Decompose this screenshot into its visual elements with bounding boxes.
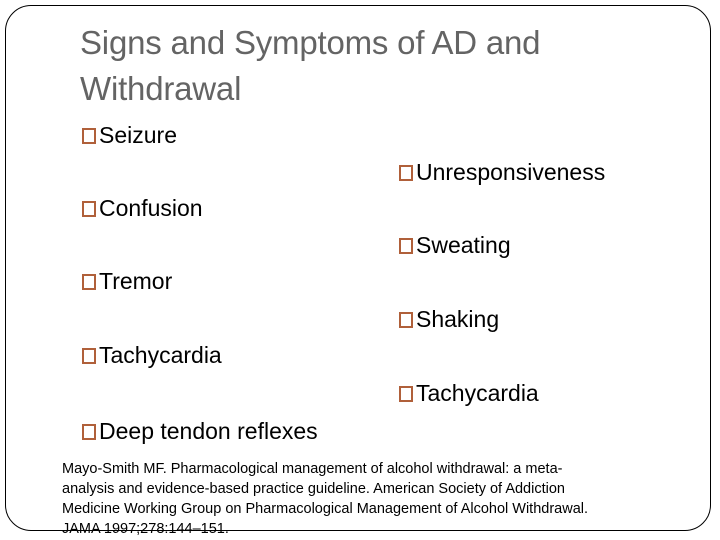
bullet-label: Confusion <box>99 195 203 221</box>
bullet-label: Deep tendon reflexes <box>99 418 318 444</box>
citation-line: Mayo-Smith MF. Pharmacological management of alcohol withdrawal: a meta- <box>62 461 563 477</box>
bullet-label: Sweating <box>416 232 511 258</box>
bullet-label: Seizure <box>99 122 177 148</box>
slide-title: Signs and Symptoms of AD and Withdrawal <box>80 24 541 107</box>
citation <box>62 459 662 539</box>
bullet-label: Shaking <box>416 306 500 332</box>
bullet-label: Tachycardia <box>99 342 222 368</box>
citation-line: analysis and evidence-based practice guideline. American Society of Addiction <box>62 481 565 497</box>
citation-line: Medicine Working Group on Pharmacological Management of Alcohol Withdrawal. <box>62 501 589 517</box>
bullet-label: Tachycardia <box>416 380 539 406</box>
bullet-label: Unresponsiveness <box>416 159 606 185</box>
bullet-label: Tremor <box>99 268 173 294</box>
citation-line: JAMA 1997;278:144–151. <box>62 521 229 537</box>
